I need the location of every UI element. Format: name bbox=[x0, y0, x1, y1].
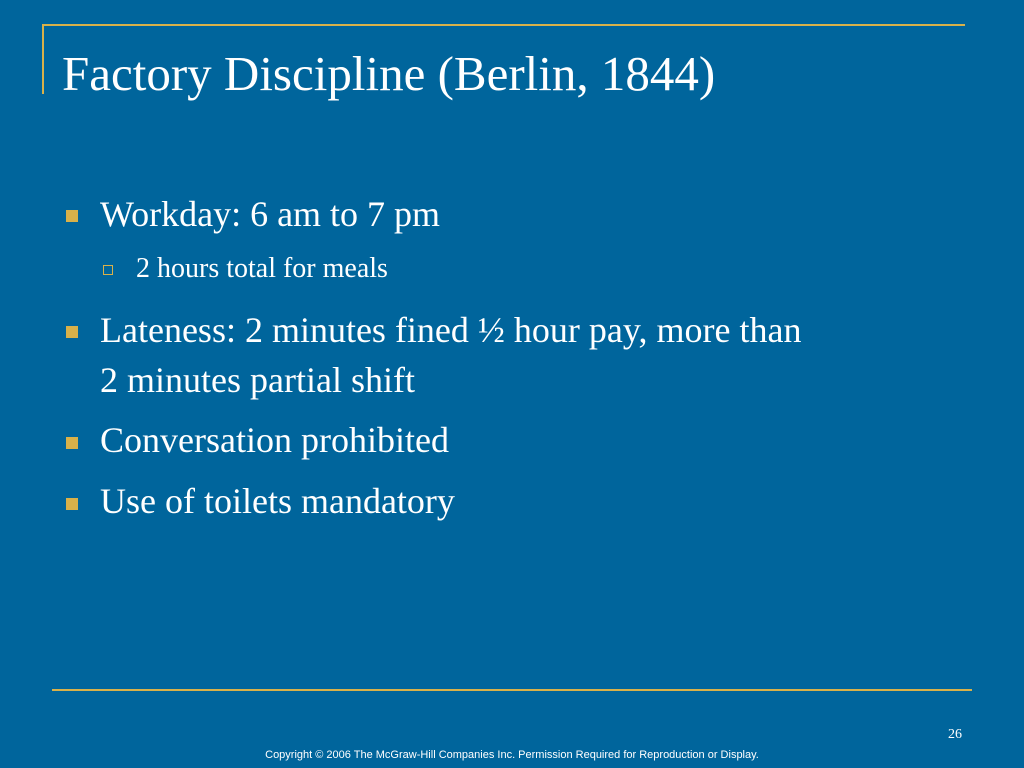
page-number: 26 bbox=[948, 727, 962, 742]
copyright-notice: Copyright © 2006 The McGraw-Hill Companies Inc. Permission Required for Reproduction or Display. bbox=[265, 749, 759, 761]
bullet-lateness-line2: 2 minutes partial shift bbox=[100, 360, 415, 400]
bullet-square-icon bbox=[66, 326, 78, 338]
sub-bullet-meals: 2 hours total for meals bbox=[136, 253, 388, 284]
bullet-toilets: Use of toilets mandatory bbox=[100, 481, 455, 521]
bullet-workday: Workday: 6 am to 7 pm bbox=[100, 194, 441, 234]
title-frame-left-rule bbox=[42, 24, 44, 94]
slide-title: Factory Discipline (Berlin, 1844) bbox=[62, 46, 716, 101]
footer-rule bbox=[52, 689, 972, 691]
sub-bullet-hollow-square-icon bbox=[103, 265, 113, 275]
bullet-lateness-line1: Lateness: 2 minutes fined ½ hour pay, more than bbox=[100, 310, 802, 350]
bullet-square-icon bbox=[66, 437, 78, 449]
bullet-square-icon bbox=[66, 210, 78, 222]
title-frame-top-rule bbox=[42, 24, 965, 26]
bullet-square-icon bbox=[66, 498, 78, 510]
bullet-conversation: Conversation prohibited bbox=[100, 420, 449, 460]
